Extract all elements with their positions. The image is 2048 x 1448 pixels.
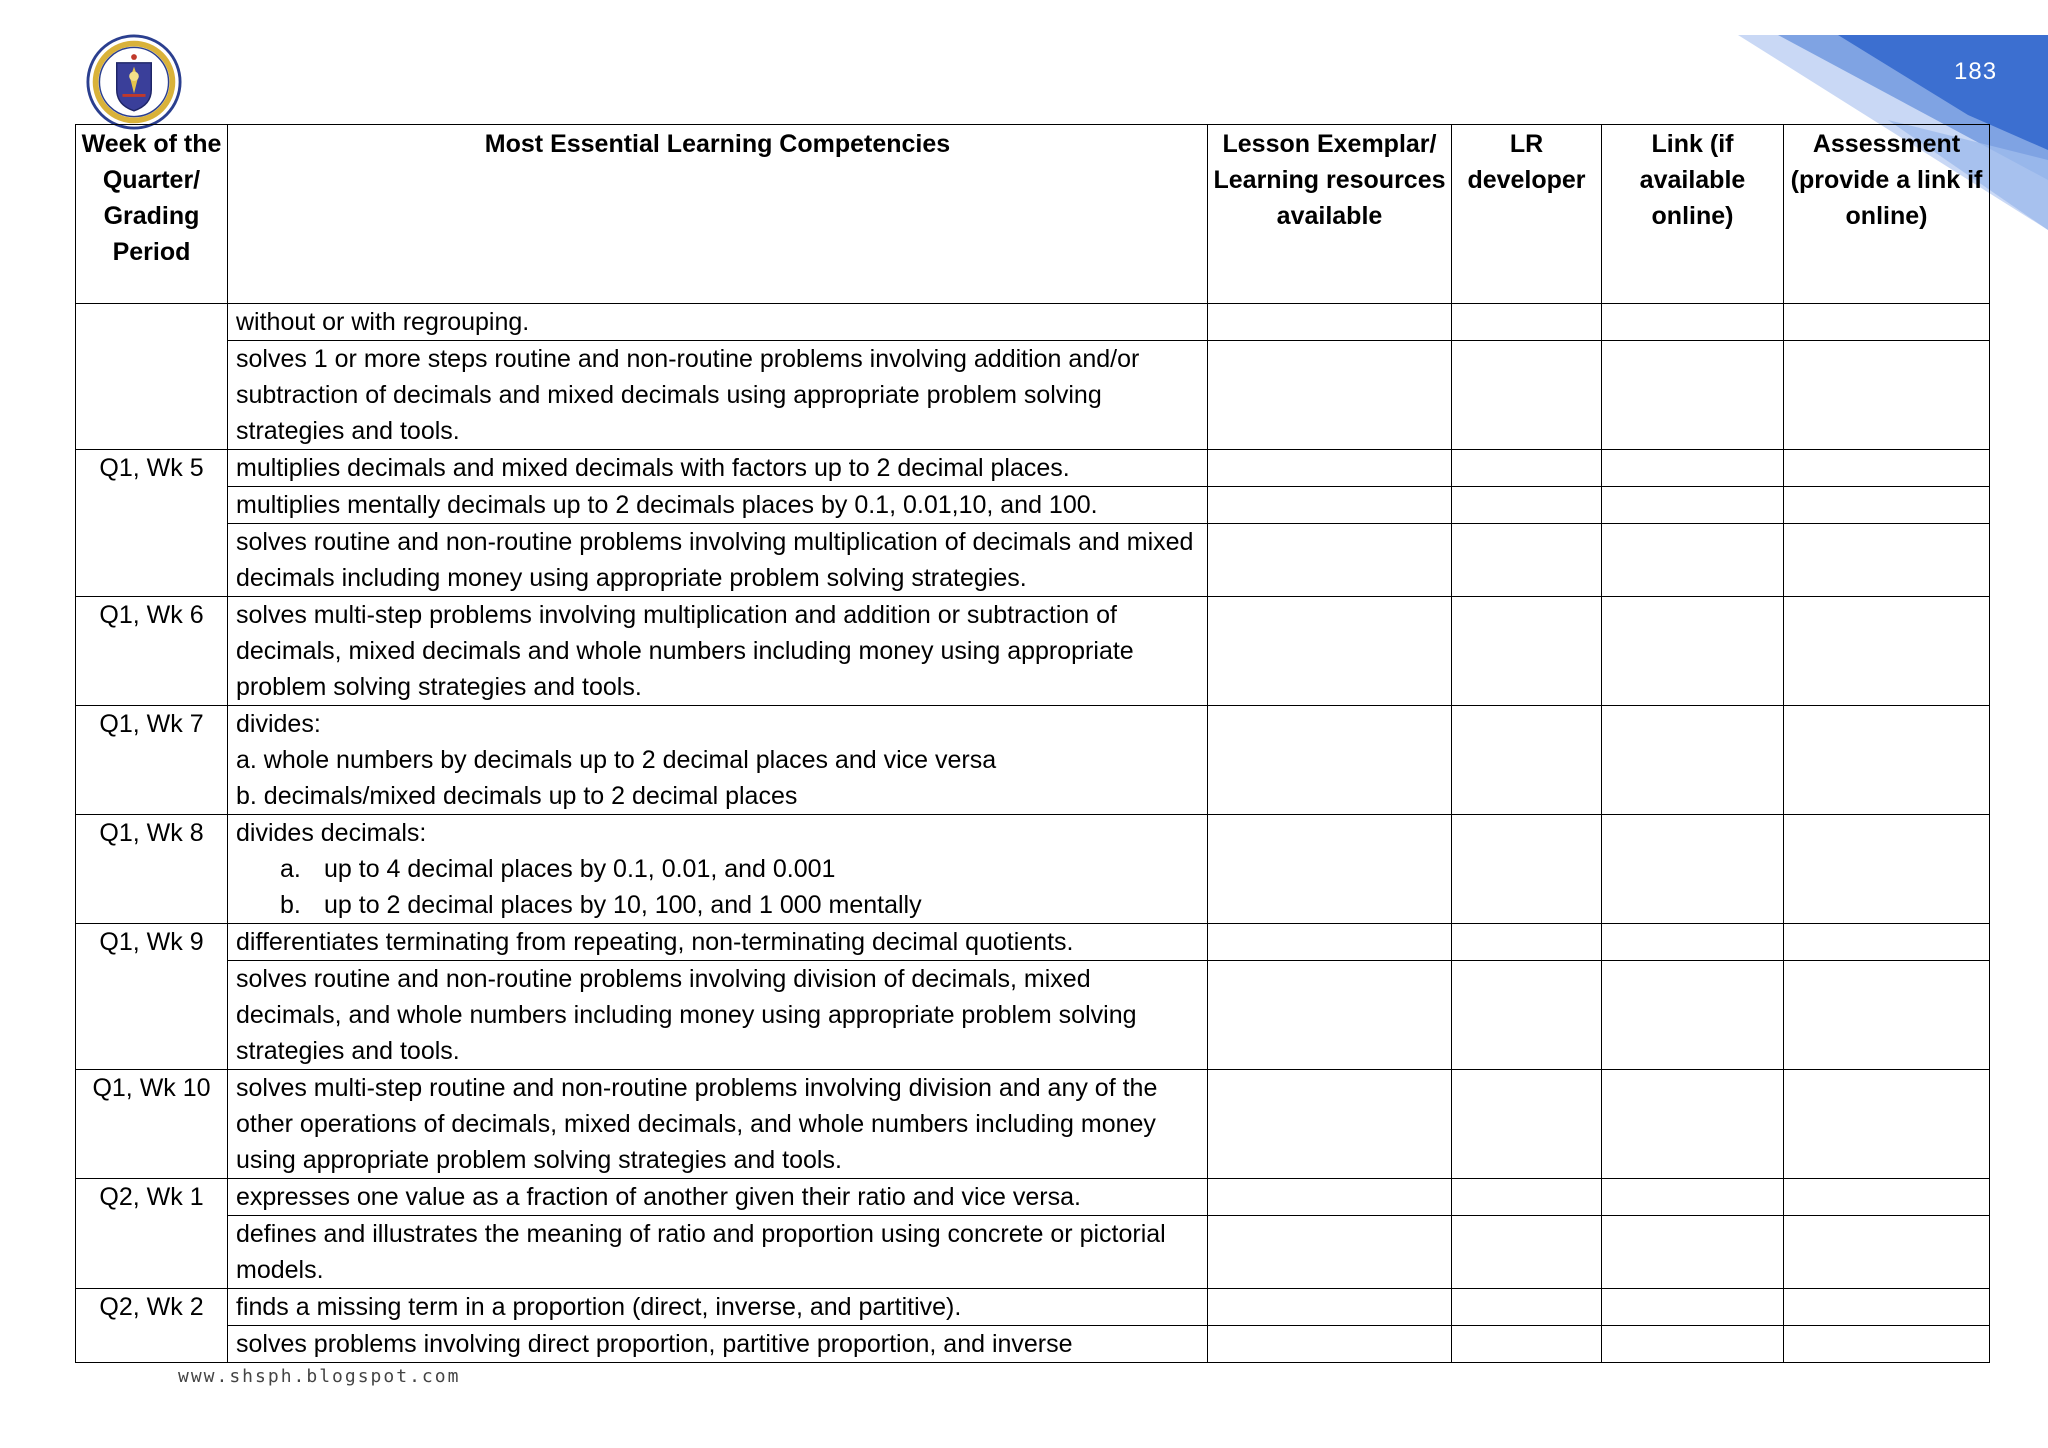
competency-cell: multiplies decimals and mixed decimals with factors up to 2 decimal places.	[228, 450, 1208, 487]
table-row	[76, 706, 1990, 815]
competency-list-item	[236, 887, 1199, 923]
week-cell: Q2, Wk 1	[76, 1179, 228, 1289]
assessment-cell	[1784, 304, 1990, 341]
lesson-exemplar-cell	[1208, 1070, 1452, 1179]
assessment-cell	[1784, 1070, 1990, 1179]
table-row	[76, 1289, 1990, 1326]
link-cell	[1602, 1070, 1784, 1179]
list-marker: a.	[280, 855, 301, 883]
link-cell	[1602, 597, 1784, 706]
link-cell	[1602, 341, 1784, 450]
week-cell: Q1, Wk 8	[76, 815, 228, 924]
table-row	[76, 487, 1990, 524]
lr-developer-cell	[1452, 706, 1602, 815]
competency-cell: solves routine and non-routine problems involving multiplication of decimals and mixed decimals including money using appropriate problem solving strategies.	[228, 524, 1208, 597]
competency-cell: solves routine and non-routine problems involving division of decimals, mixed decimals, and whole numbers including money using appropriate problem solving strategies and tools.	[228, 961, 1208, 1070]
lr-developer-cell	[1452, 597, 1602, 706]
lesson-exemplar-cell	[1208, 304, 1452, 341]
lesson-exemplar-cell	[1208, 706, 1452, 815]
column-header-lr-developer: LR developer	[1452, 125, 1602, 304]
assessment-cell	[1784, 487, 1990, 524]
footer-url: www.shsph.blogspot.com	[178, 1366, 461, 1387]
lesson-exemplar-cell	[1208, 450, 1452, 487]
table-row	[76, 1070, 1990, 1179]
list-marker: b.	[280, 891, 301, 919]
assessment-cell	[1784, 1179, 1990, 1216]
competency-cell: solves multi-step routine and non-routine problems involving division and any of the other operations of decimals, mixed decimals, and whole numbers including money using appropriate problem solving strategies and tools.	[228, 1070, 1208, 1179]
link-cell	[1602, 815, 1784, 924]
list-item-text: up to 4 decimal places by 0.1, 0.01, and 0.001	[324, 855, 836, 883]
lesson-exemplar-cell	[1208, 1289, 1452, 1326]
link-cell	[1602, 1179, 1784, 1216]
lr-developer-cell	[1452, 1216, 1602, 1289]
lr-developer-cell	[1452, 450, 1602, 487]
assessment-cell	[1784, 450, 1990, 487]
assessment-cell	[1784, 1289, 1990, 1326]
lr-developer-cell	[1452, 1326, 1602, 1363]
link-cell	[1602, 524, 1784, 597]
link-cell	[1602, 1289, 1784, 1326]
table-row	[76, 524, 1990, 597]
competency-cell: without or with regrouping.	[228, 304, 1208, 341]
week-cell: Q1, Wk 10	[76, 1070, 228, 1179]
competency-cell: finds a missing term in a proportion (direct, inverse, and partitive).	[228, 1289, 1208, 1326]
link-cell	[1602, 304, 1784, 341]
lesson-exemplar-cell	[1208, 597, 1452, 706]
week-cell: Q1, Wk 9	[76, 924, 228, 1070]
assessment-cell	[1784, 524, 1990, 597]
table-row	[76, 1326, 1990, 1363]
assessment-cell	[1784, 597, 1990, 706]
table-row	[76, 341, 1990, 450]
lesson-exemplar-cell	[1208, 1179, 1452, 1216]
competency-cell: defines and illustrates the meaning of ratio and proportion using concrete or pictorial models.	[228, 1216, 1208, 1289]
assessment-cell	[1784, 706, 1990, 815]
lesson-exemplar-cell	[1208, 1216, 1452, 1289]
column-header-assessment: Assessment (provide a link if online)	[1784, 125, 1990, 304]
table-row	[76, 1216, 1990, 1289]
assessment-cell	[1784, 924, 1990, 961]
week-cell: Q1, Wk 7	[76, 706, 228, 815]
page-number: 183	[1954, 58, 1998, 85]
competency-cell	[228, 815, 1208, 924]
column-header-lesson-exemplar: Lesson Exemplar/ Learning resources available	[1208, 125, 1452, 304]
lesson-exemplar-cell	[1208, 1326, 1452, 1363]
table-header-row	[76, 125, 1990, 304]
assessment-cell	[1784, 1216, 1990, 1289]
lr-developer-cell	[1452, 1070, 1602, 1179]
lesson-exemplar-cell	[1208, 524, 1452, 597]
competency-line: divides decimals:	[236, 819, 427, 847]
assessment-cell	[1784, 815, 1990, 924]
week-cell: Q1, Wk 6	[76, 597, 228, 706]
link-cell	[1602, 924, 1784, 961]
lr-developer-cell	[1452, 341, 1602, 450]
competency-cell: solves 1 or more steps routine and non-routine problems involving addition and/or subtraction of decimals and mixed decimals using appropriate problem solving strategies and tools.	[228, 341, 1208, 450]
list-item-text: up to 2 decimal places by 10, 100, and 1 000 mentally	[324, 891, 922, 919]
lr-developer-cell	[1452, 961, 1602, 1070]
column-header-week: Week of the Quarter/ Grading Period	[76, 125, 228, 304]
week-cell: Q2, Wk 2	[76, 1289, 228, 1363]
competency-cell: expresses one value as a fraction of another given their ratio and vice versa.	[228, 1179, 1208, 1216]
link-cell	[1602, 961, 1784, 1070]
assessment-cell	[1784, 341, 1990, 450]
table-row	[76, 304, 1990, 341]
competency-cell: solves problems involving direct proportion, partitive proportion, and inverse	[228, 1326, 1208, 1363]
competency-cell: solves multi-step problems involving multiplication and addition or subtraction of decimals, mixed decimals and whole numbers including money using appropriate problem solving strategies and tools.	[228, 597, 1208, 706]
link-cell	[1602, 706, 1784, 815]
table-row	[76, 961, 1990, 1070]
link-cell	[1602, 1326, 1784, 1363]
week-cell	[76, 304, 228, 450]
competency-line: a. whole numbers by decimals up to 2 decimal places and vice versa	[236, 746, 997, 774]
competency-list-item	[236, 851, 1199, 887]
lr-developer-cell	[1452, 815, 1602, 924]
lr-developer-cell	[1452, 1289, 1602, 1326]
week-cell: Q1, Wk 5	[76, 450, 228, 597]
lr-developer-cell	[1452, 1179, 1602, 1216]
competency-cell: multiplies mentally decimals up to 2 decimals places by 0.1, 0.01,10, and 100.	[228, 487, 1208, 524]
lesson-exemplar-cell	[1208, 341, 1452, 450]
competency-line: divides:	[236, 710, 321, 738]
lr-developer-cell	[1452, 924, 1602, 961]
link-cell	[1602, 487, 1784, 524]
lesson-exemplar-cell	[1208, 961, 1452, 1070]
link-cell	[1602, 450, 1784, 487]
assessment-cell	[1784, 1326, 1990, 1363]
lesson-exemplar-cell	[1208, 815, 1452, 924]
table-row	[76, 815, 1990, 924]
link-cell	[1602, 1216, 1784, 1289]
table-row	[76, 1179, 1990, 1216]
competency-table	[75, 124, 1990, 1363]
column-header-competencies: Most Essential Learning Competencies	[228, 125, 1208, 304]
table-row	[76, 450, 1990, 487]
lr-developer-cell	[1452, 524, 1602, 597]
lr-developer-cell	[1452, 304, 1602, 341]
table-row	[76, 597, 1990, 706]
competency-cell	[228, 706, 1208, 815]
assessment-cell	[1784, 961, 1990, 1070]
competency-cell: differentiates terminating from repeating, non-terminating decimal quotients.	[228, 924, 1208, 961]
competency-line: b. decimals/mixed decimals up to 2 decimal places	[236, 782, 798, 810]
lr-developer-cell	[1452, 487, 1602, 524]
column-header-link: Link (if available online)	[1602, 125, 1784, 304]
lesson-exemplar-cell	[1208, 924, 1452, 961]
table-row	[76, 924, 1990, 961]
deped-seal-icon	[86, 34, 182, 130]
lesson-exemplar-cell	[1208, 487, 1452, 524]
